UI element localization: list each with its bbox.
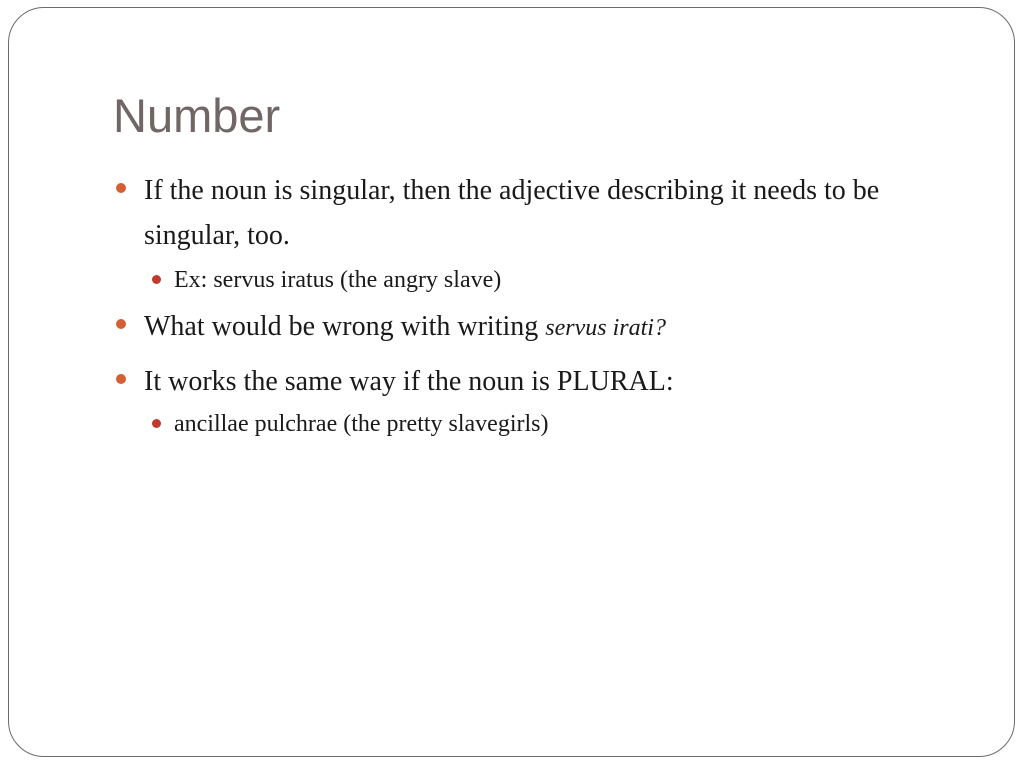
bullet-text: What would be wrong with writing xyxy=(144,311,546,342)
slide-title: Number xyxy=(113,89,281,142)
bullet-dot-icon xyxy=(116,319,126,329)
sub-bullet-item xyxy=(112,404,952,444)
bullet-dot-icon xyxy=(116,374,126,384)
bullet-dot-icon xyxy=(152,419,161,428)
sub-bullet-text: ancillae pulchrae (the pretty slavegirls) xyxy=(174,411,549,437)
bullet-dot-icon xyxy=(152,275,161,284)
bullet-dot-icon xyxy=(116,183,126,193)
bullet-text: It works the same way if the noun is PLURAL: xyxy=(144,366,674,397)
sub-bullet-item xyxy=(112,260,952,300)
latin-phrase: servus irati? xyxy=(545,315,666,341)
sub-bullet-text: Ex: servus iratus (the angry slave) xyxy=(174,267,502,293)
bullet-item xyxy=(112,359,952,404)
bullet-item xyxy=(112,168,952,258)
bullet-item xyxy=(112,304,952,351)
slide-body xyxy=(112,168,952,444)
bullet-text: If the noun is singular, then the adjective describing it needs to be singular, too. xyxy=(144,175,880,251)
